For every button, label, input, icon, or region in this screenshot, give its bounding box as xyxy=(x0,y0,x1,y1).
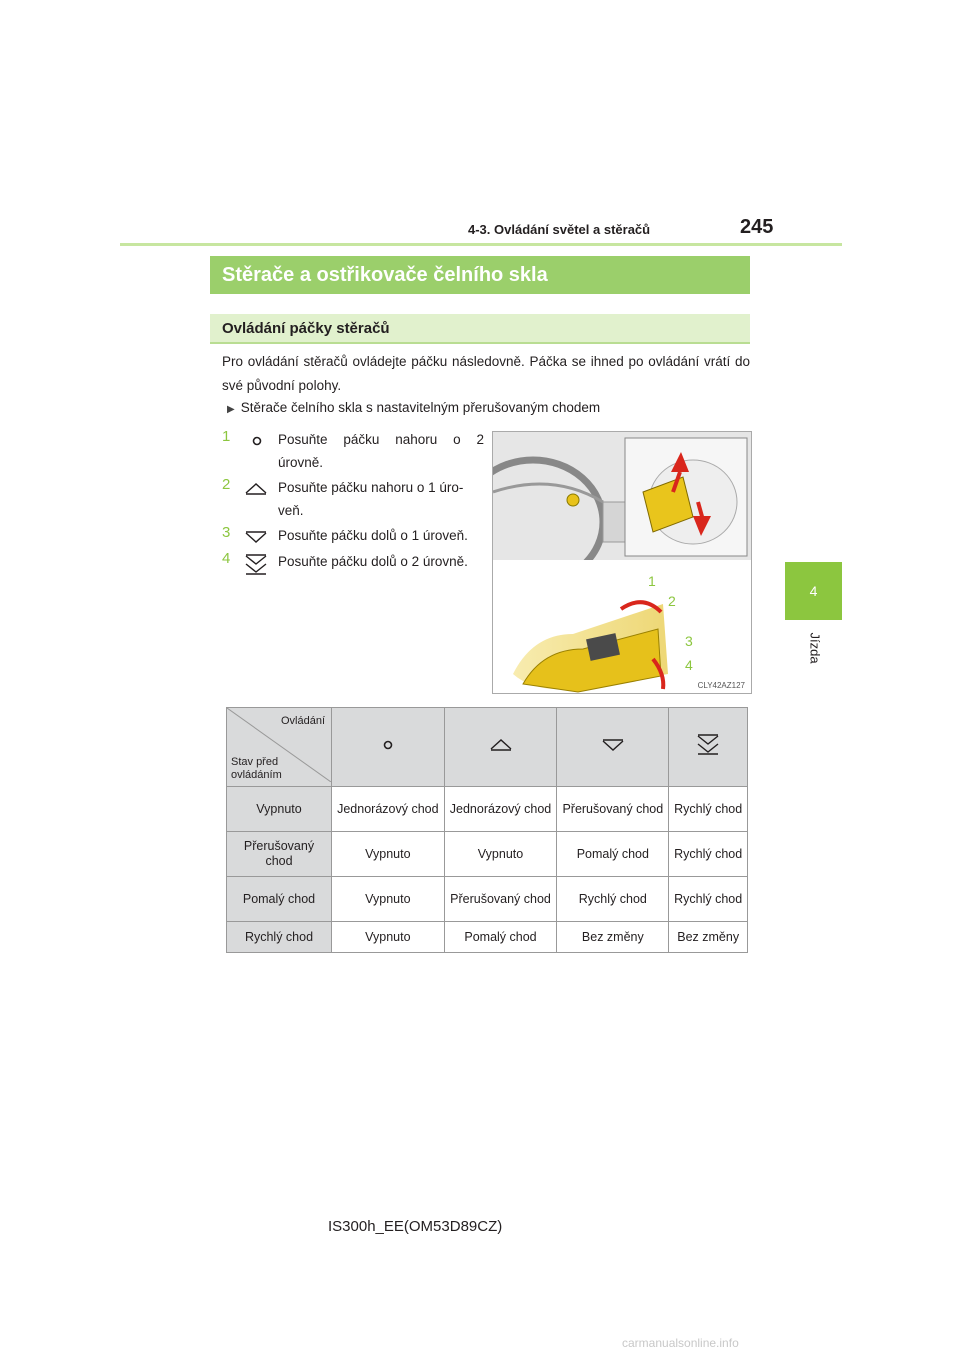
table-cell: Rychlý chod xyxy=(557,877,669,922)
page-number: 245 xyxy=(740,216,774,238)
table-cell: Jednorázový chod xyxy=(332,787,445,832)
table-cell: Pomalý chod xyxy=(444,922,557,953)
chapter-label: Jízda xyxy=(807,632,823,664)
chapter-tab: 4 xyxy=(785,562,842,620)
corner-bottom-label: Stav před ovládáním xyxy=(231,756,282,781)
wiper-lever-figure xyxy=(492,431,752,694)
step-text: Posuňte páčku nahoru o 2 úrovně. xyxy=(278,432,484,470)
double-down-icon xyxy=(696,732,720,758)
main-heading: Stěrače a ostřikovače čelního skla xyxy=(210,256,750,294)
step-text: Posuňte páčku nahoru o 1 úro- veň. xyxy=(278,480,464,518)
svg-text:3: 3 xyxy=(685,633,693,649)
col-header-single-up xyxy=(444,708,557,787)
corner-top-label: Ovládání xyxy=(280,715,325,727)
step-text: Posuňte páčku dolů o 1 úroveň. xyxy=(278,528,468,543)
table-cell: Vypnuto xyxy=(444,832,557,877)
step-number: 3 xyxy=(222,524,231,541)
header-rule xyxy=(120,243,842,246)
bullet-triangle-icon: ▶ xyxy=(227,404,235,415)
step-number: 4 xyxy=(222,550,231,567)
double-down-icon xyxy=(244,552,268,578)
single-down-icon xyxy=(244,528,268,546)
table-cell: Vypnuto xyxy=(332,922,445,953)
lever-positions-drawing xyxy=(493,564,751,693)
step-number: 1 xyxy=(222,428,231,445)
bullet-text: Stěrače čelního skla s nastavitelným přerušovaným chodem xyxy=(240,400,601,415)
table-cell: Rychlý chod xyxy=(669,877,748,922)
svg-text:2: 2 xyxy=(668,593,676,609)
svg-text:1: 1 xyxy=(648,573,656,589)
table-cell: Pomalý chod xyxy=(557,832,669,877)
circle-icon xyxy=(379,736,397,754)
row-state: Vypnuto xyxy=(227,787,332,832)
single-up-icon xyxy=(244,480,268,498)
col-header-double-down xyxy=(669,708,748,787)
table-header-row xyxy=(227,708,748,787)
table-cell: Přerušovaný chod xyxy=(557,787,669,832)
step-text: Posuňte páčku dolů o 2 úrovně. xyxy=(278,554,468,569)
steering-wheel-drawing xyxy=(493,432,751,560)
dashboard-illustration xyxy=(493,432,751,560)
single-down-icon xyxy=(601,736,625,754)
lever-detail-illustration xyxy=(493,564,751,693)
table-cell: Rychlý chod xyxy=(669,832,748,877)
table-cell: Rychlý chod xyxy=(669,787,748,832)
step-number: 2 xyxy=(222,476,231,493)
row-state: Přerušovaný chod xyxy=(227,832,332,877)
circle-icon xyxy=(248,432,266,450)
table-cell: Jednorázový chod xyxy=(444,787,557,832)
table-corner-cell xyxy=(227,708,332,787)
table-row xyxy=(227,877,748,922)
table-row xyxy=(227,922,748,953)
watermark[interactable]: carmanualsonline.info xyxy=(622,1336,739,1350)
row-state: Rychlý chod xyxy=(227,922,332,953)
table-row xyxy=(227,787,748,832)
table-cell: Bez změny xyxy=(557,922,669,953)
bullet-item xyxy=(227,400,600,415)
single-up-icon xyxy=(489,736,513,754)
sub-heading: Ovládání páčky stěračů xyxy=(210,314,750,344)
row-state: Pomalý chod xyxy=(227,877,332,922)
wiper-operation-table xyxy=(226,707,748,953)
footer-model-code: IS300h_EE(OM53D89CZ) xyxy=(328,1218,503,1235)
figure-code: CLY42AZ127 xyxy=(697,681,745,690)
table-cell: Přerušovaný chod xyxy=(444,877,557,922)
table-cell: Vypnuto xyxy=(332,832,445,877)
running-header-section: 4-3. Ovládání světel a stěračů xyxy=(468,222,651,237)
table-cell: Bez změny xyxy=(669,922,748,953)
table-row xyxy=(227,832,748,877)
col-header-single-down xyxy=(557,708,669,787)
svg-text:4: 4 xyxy=(685,657,693,673)
table-cell: Vypnuto xyxy=(332,877,445,922)
col-header-circle xyxy=(332,708,445,787)
intro-paragraph: Pro ovládání stěračů ovládejte páčku následovně. Páčka se ihned po ovládání vrátí do své původní polohy. xyxy=(222,354,750,393)
